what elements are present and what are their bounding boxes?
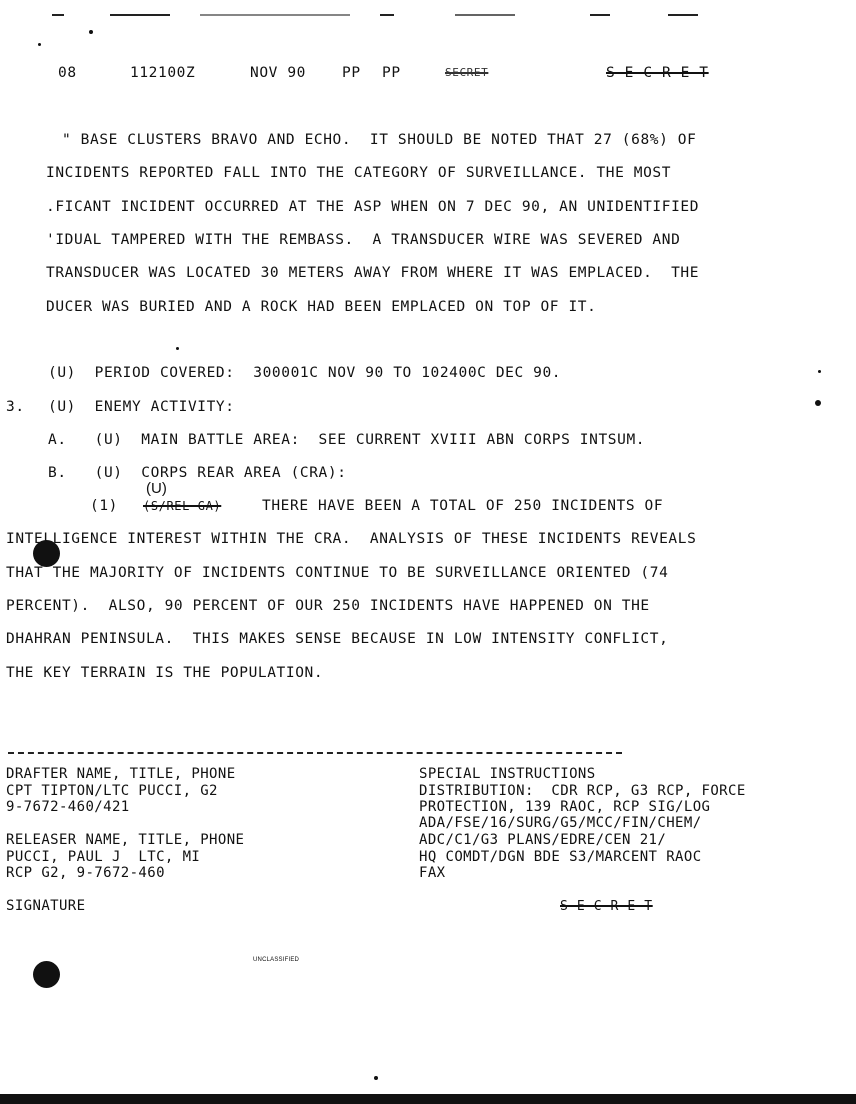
precedence-2: PP [382,65,401,81]
struck-classification: (S/REL GA) [143,499,222,513]
punch-hole-mark [33,961,60,988]
body-line: .FICANT INCIDENT OCCURRED AT THE ASP WHEN ON 7 DEC 90, AN UNIDENTIFIED [46,199,700,215]
subpara-number: (1) [90,498,118,514]
drafter-name: CPT TIPTON/LTC PUCCI, G2 [6,783,218,799]
body-line: " BASE CLUSTERS BRAVO AND ECHO. IT SHOULD BE NOTED THAT 27 (68%) OF [62,132,697,148]
distribution-line: HQ COMDT/DGN BDE S3/MARCENT RAOC [419,849,702,865]
para-line: THAT THE MAJORITY OF INCIDENTS CONTINUE TO BE SURVEILLANCE ORIENTED (74 [6,565,669,581]
distribution-line: ADA/FSE/16/SURG/G5/MCC/FIN/CHEM/ [419,815,702,831]
page-number: 08 [58,65,77,81]
para-line: INTELLIGENCE INTEREST WITHIN THE CRA. ANALYSIS OF THESE INCIDENTS REVEALS [6,531,697,547]
scan-edge-bar [0,1094,856,1104]
distribution-line: PROTECTION, 139 RAOC, RCP SIG/LOG [419,799,711,815]
distribution-line: FAX [419,865,446,881]
scan-speck [815,400,821,406]
subpara-text: THERE HAVE BEEN A TOTAL OF 250 INCIDENTS OF [262,498,664,514]
para-line: PERCENT). ALSO, 90 PERCENT OF OUR 250 INCIDENTS HAVE HAPPENED ON THE [6,598,650,614]
releaser-name: PUCCI, PAUL J LTC, MI [6,849,201,865]
releaser-phone: RCP G2, 9-7672-460 [6,865,165,881]
para-line: DHAHRAN PENINSULA. THIS MAKES SENSE BECAUSE IN LOW INTENSITY CONFLICT, [6,631,669,647]
drafter-label: DRAFTER NAME, TITLE, PHONE [6,766,236,782]
section-number: 3. [6,399,25,415]
redacted-header: SECRET [445,66,489,79]
header-date: NOV 90 [250,65,306,81]
unclassified-stamp: UNCLASSIFIED [253,957,300,963]
footer-classification: S E C R E T [560,899,653,914]
paragraph-b: B. (U) CORPS REAR AREA (CRA): [48,465,347,481]
dtg: 112100Z [130,65,196,81]
body-line: INCIDENTS REPORTED FALL INTO THE CATEGORY OF SURVEILLANCE. THE MOST [46,165,672,181]
signature-label: SIGNATURE [6,898,86,914]
paragraph-a: A. (U) MAIN BATTLE AREA: SEE CURRENT XVIII ABN CORPS INTSUM. [48,432,646,448]
distribution-line: ADC/C1/G3 PLANS/EDRE/CEN 21/ [419,832,667,848]
header-classification: S E C R E T [606,65,709,81]
period-covered: (U) PERIOD COVERED: 300001C NOV 90 TO 102400C DEC 90. [48,365,562,381]
classification-marker: (U) [146,480,167,497]
para-line: THE KEY TERRAIN IS THE POPULATION. [6,665,324,681]
scan-speck [176,347,179,350]
body-line: 'IDUAL TAMPERED WITH THE REMBASS. A TRANSDUCER WIRE WAS SEVERED AND [46,232,681,248]
drafter-phone: 9-7672-460/421 [6,799,130,815]
body-line: TRANSDUCER WAS LOCATED 30 METERS AWAY FROM WHERE IT WAS EMPLACED. THE [46,265,700,281]
section-heading: (U) ENEMY ACTIVITY: [48,399,235,415]
footer-divider [8,752,622,754]
releaser-label: RELEASER NAME, TITLE, PHONE [6,832,245,848]
precedence-1: PP [342,65,361,81]
scan-speck [818,370,821,373]
special-instructions-label: SPECIAL INSTRUCTIONS [419,766,596,782]
scan-speck [374,1076,378,1080]
distribution-line: DISTRIBUTION: CDR RCP, G3 RCP, FORCE [419,783,746,799]
body-line: DUCER WAS BURIED AND A ROCK HAD BEEN EMPLACED ON TOP OF IT. [46,299,597,315]
